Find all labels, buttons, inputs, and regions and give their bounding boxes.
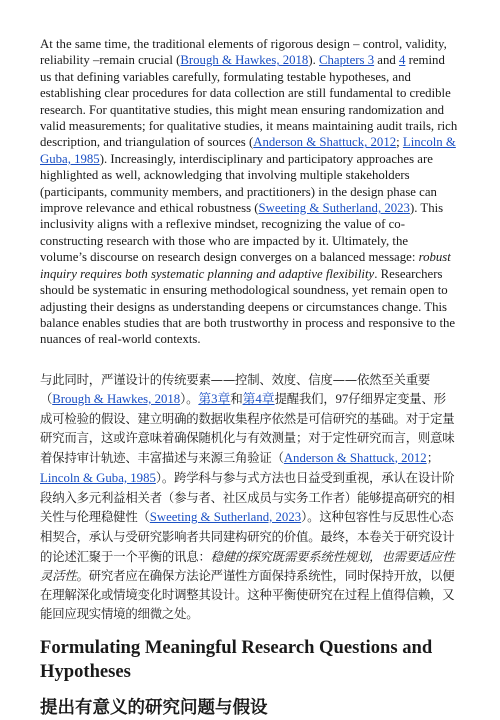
text-run: ). This inclusivity aligns with a reflexive mindset, recognizing the value of co-constructing research with those who are impacted by it. Ultimately, the volume’s discourse on research design converges on a balanced message: <box>40 201 444 265</box>
chinese-paragraph <box>40 370 458 624</box>
citation-link-brough-hawkes[interactable]: Brough & Hawkes, 2018 <box>180 53 309 68</box>
citation-link-sweeting-sutherland[interactable]: Sweeting & Sutherland, 2023 <box>258 201 410 216</box>
text-run: remind us that defining variables carefully, formulating testable hypotheses, and establishing clear procedures for data collection are still fundamental to credible research. For quantitative studies, this might mean ensuring randomization and valid measurements; for qualitative studies, it means maintaining audit trails, rich description, and triangulation of sources ( <box>40 53 458 150</box>
text-run: ； <box>426 449 439 465</box>
text-run: ）。跨学科与参与式方法也日益受到重视，承认在设计阶段纳入多元利益相关者（参与者、社区成员与实务工作者）能够提高研究的相关性与伦理稳健性（ <box>40 469 455 525</box>
emphasis-text-zh: 稳健的探究既需要系统性规划，也需要适应性灵活性 <box>40 548 455 583</box>
text-run: 和 <box>230 390 243 406</box>
text-run: ). Increasingly, interdisciplinary and participatory approaches are highlighted as well, acknowledging that involving multiple stakeholders (participants, community members, and practitioners) in the design phase can improve relevance and ethical robustness ( <box>40 151 437 216</box>
text-run: . Researchers should be systematic in ensuring methodological soundness, yet remain open to adjusting their designs as understanding deepens or circumstances change. This balance enables studies that are both trustworthy in process and responsive to the nuances of real-world contexts. <box>40 266 456 347</box>
chapter-4-link-zh[interactable]: 第4章 <box>242 391 275 406</box>
citation-link-anderson-shattuck-zh[interactable]: Anderson & Shattuck, 2012 <box>283 450 427 465</box>
citation-link-sweeting-sutherland-zh[interactable]: Sweeting & Sutherland, 2023 <box>149 510 302 525</box>
text-run: ）。这种包容性与反思性心态相契合，承认与受研究影响者共同建构研究的价值。最终，本卷关于研究设计的论述汇聚于一个平衡的讯息： <box>40 509 455 564</box>
text-run: and <box>374 53 399 68</box>
english-paragraph <box>40 36 458 348</box>
citation-link-anderson-shattuck[interactable]: Anderson & Shattuck, 2012 <box>253 135 397 150</box>
text-run: ; <box>396 135 403 150</box>
chapter-4-link[interactable]: 4 <box>398 53 406 68</box>
chapter-3-link[interactable]: Chapters 3 <box>319 53 375 68</box>
section-heading-zh: 提出有意义的研究问题与假设 <box>40 698 268 719</box>
section-heading-en: Formulating Meaningful Research Questions and Hypotheses <box>40 637 433 683</box>
citation-link-brough-hawkes-zh[interactable]: Brough & Hawkes, 2018 <box>52 391 181 406</box>
document-page <box>40 36 458 720</box>
citation-link-lincoln-guba-zh[interactable]: Lincoln & Guba, 1985 <box>40 470 156 485</box>
emphasis-text: robust inquiry requires both systematic planning and adaptive flexibility <box>40 250 451 281</box>
text-run: 。研究者应在确保方法论严谨性方面保持系统性，同时保持开放，以便在理解深化或情境变化时调整其设计。这种平衡使研究在过程上值得信赖，又能回应现实情境的细微之处。 <box>40 567 455 622</box>
text-run: ）。 <box>180 390 199 406</box>
chapter-3-link-zh[interactable]: 第3章 <box>198 391 231 406</box>
text-run: 与此同时，严谨设计的传统要素——控制、效度、信度——依然至关重要（ <box>40 371 431 406</box>
page-number-marker: 97 <box>335 391 349 406</box>
text-run: ). <box>308 53 319 68</box>
text-run: 提醒我们， <box>274 390 336 406</box>
citation-link-lincoln-guba[interactable]: Lincoln & Guba, 1985 <box>40 135 456 166</box>
text-run: 仔细界定变量、形成可检验的假设、建立明确的数据收集程序依然是可信研究的基础。对于定量研究而言，这或许意味着确保随机化与有效测量；对于定性研究而言，则意味着保持审计轨迹、丰富描述与来源三角验证（ <box>40 390 455 465</box>
text-run: At the same time, the traditional elements of rigorous design – control, validity, reliability –remain crucial ( <box>40 37 447 68</box>
